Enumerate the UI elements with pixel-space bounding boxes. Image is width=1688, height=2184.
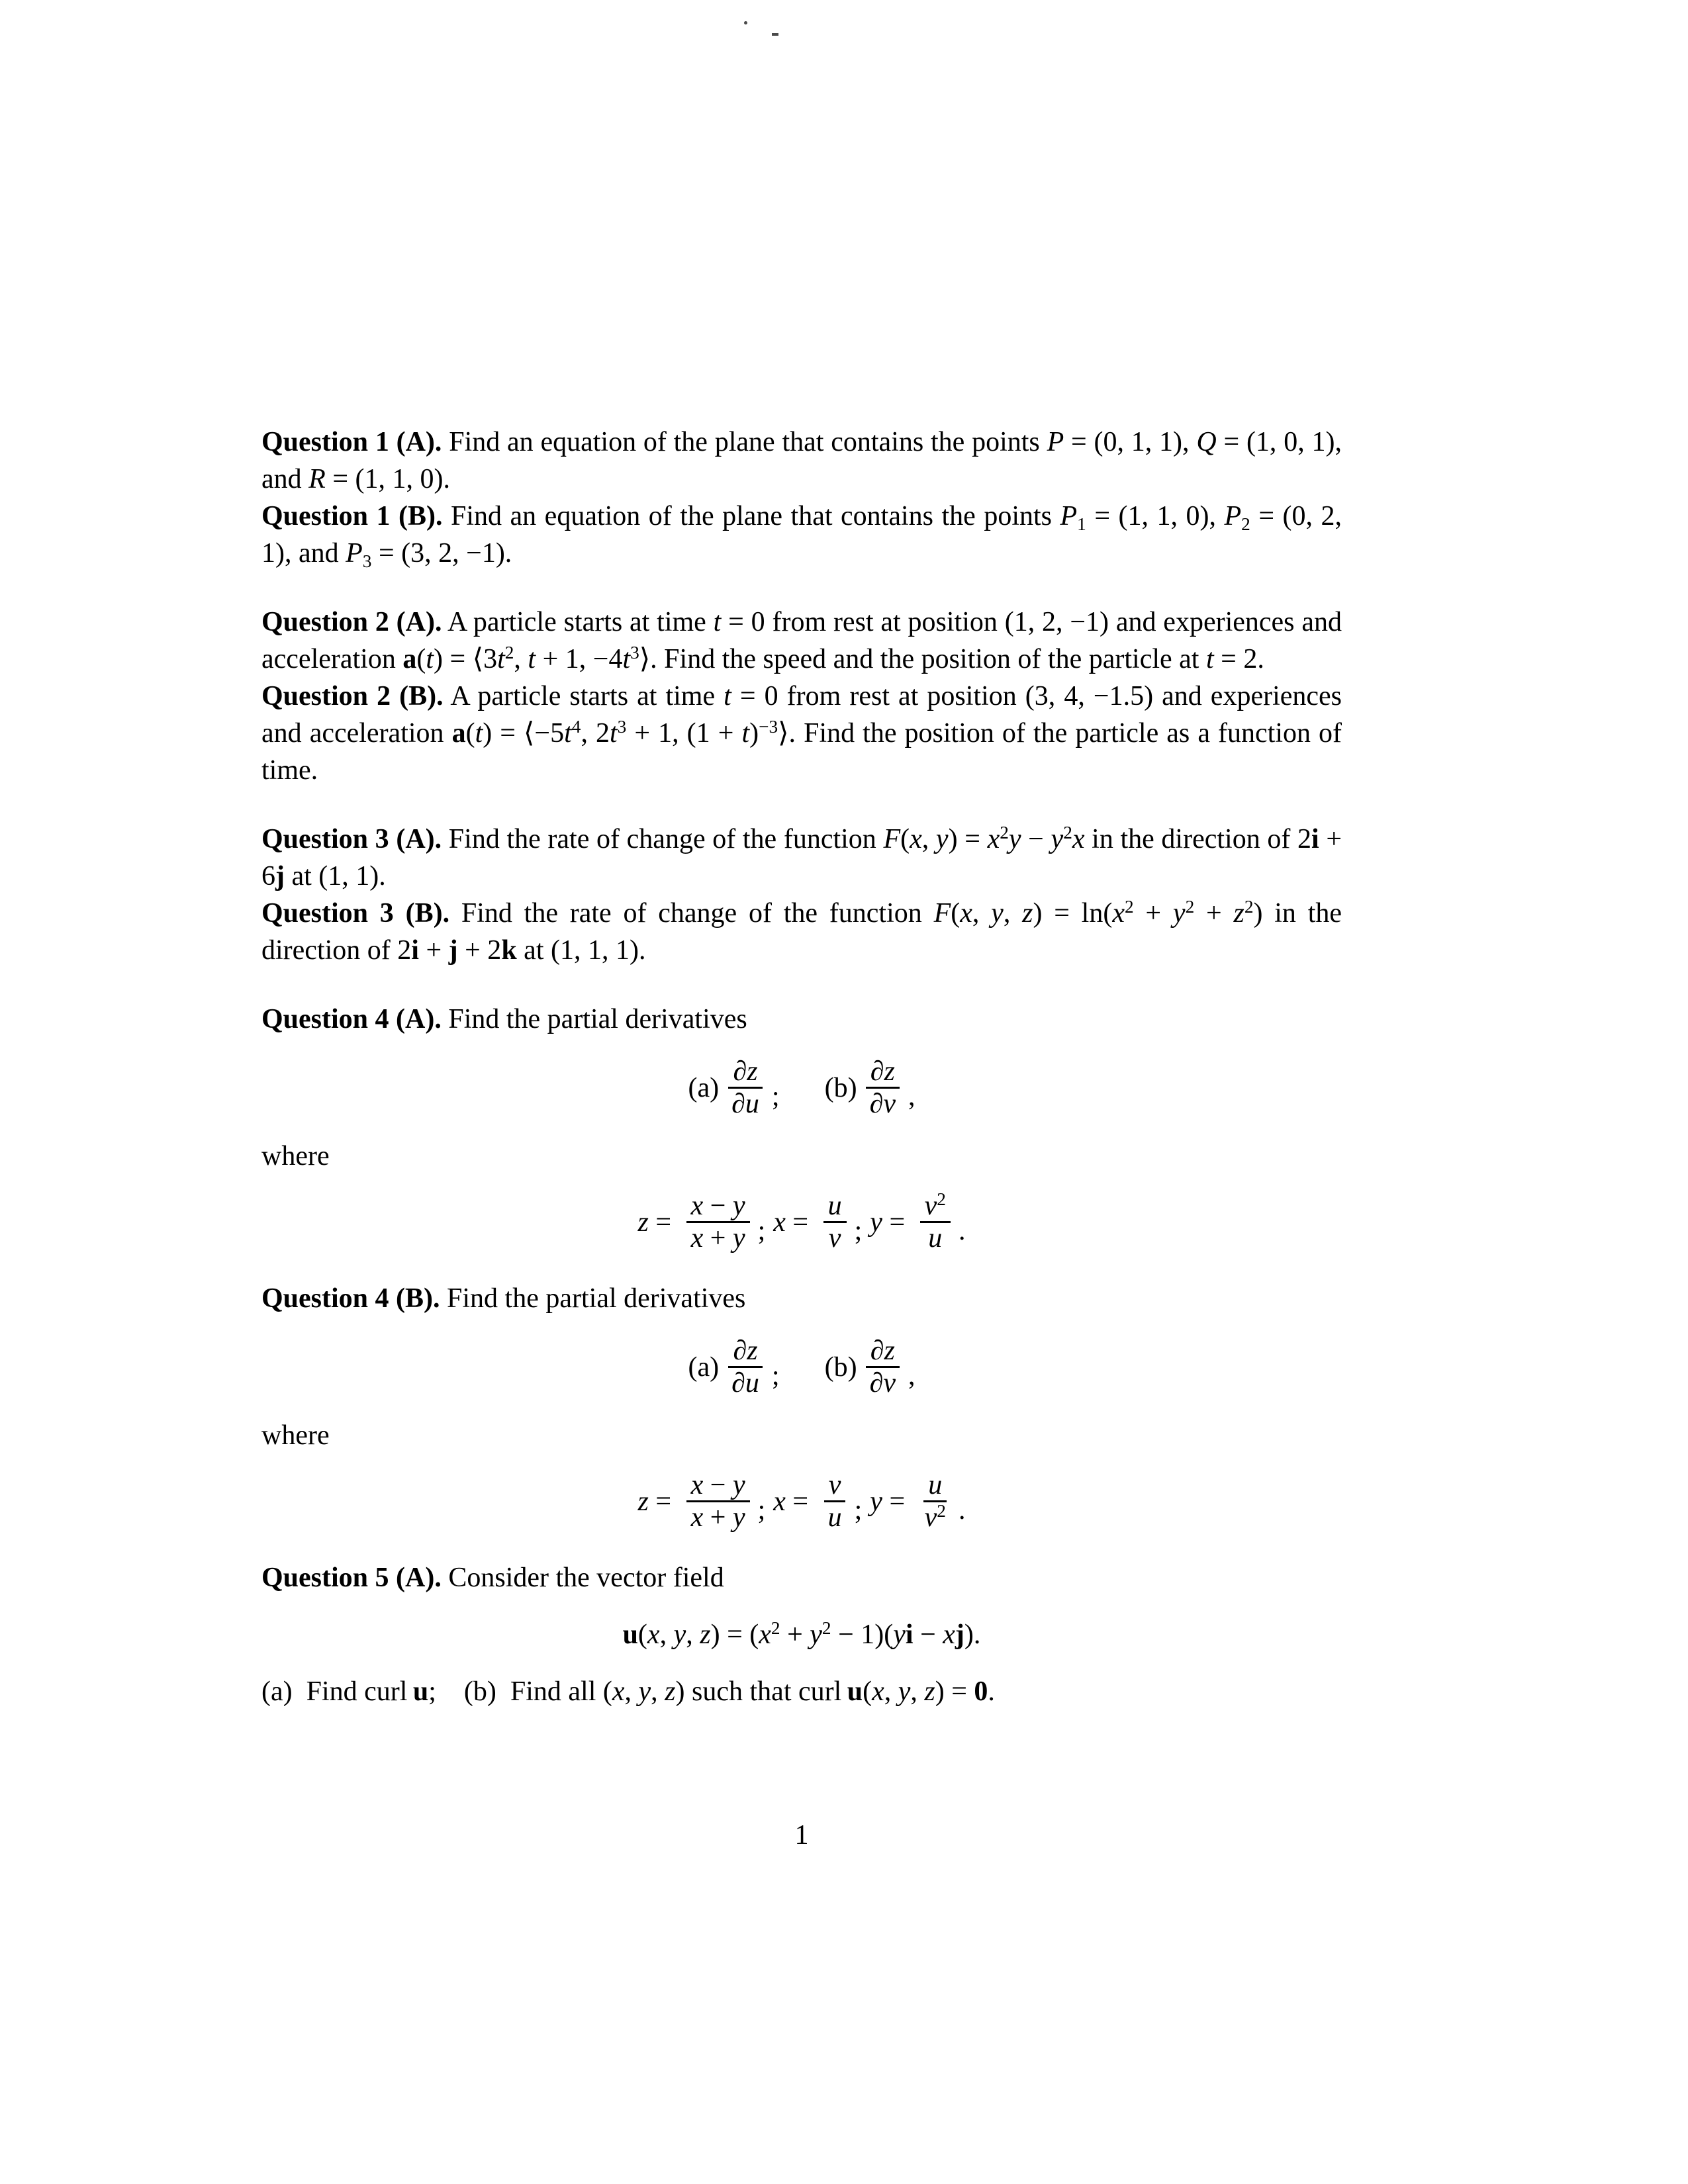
question-3-group: [261, 821, 1342, 969]
fraction-dz-du: $\frac{\partial z}{\partial u}$: [727, 1056, 764, 1119]
question-4b-partials-display: [261, 1336, 1342, 1398]
separator: ;: [757, 1215, 766, 1246]
question-4a-equation-display: [261, 1191, 1342, 1253]
question-5-items-line: (a) Find curl u; (b) Find all (x, y, z) such that curl u(x, y, z) = 0.: [261, 1676, 995, 1707]
where-label: where: [261, 1141, 330, 1171]
question-5-group: [261, 1559, 1342, 1710]
x-equals: x =: [773, 1486, 816, 1517]
separator: ;: [771, 1360, 780, 1391]
item-a-label: (a): [688, 1351, 720, 1383]
question-3a-paragraph: Question 3 (A). Find the rate of change of the function F(x, $y) = x^2y - y^2x$ in the direction of 2i + 6j at (1, 1).: [261, 823, 1342, 891]
question-5a-header: Question 5 (A). Consider the vector field: [261, 1563, 724, 1593]
question-4b-header: Question 4 (B). Find the partial derivatives: [261, 1283, 746, 1314]
text-block: [261, 424, 1342, 1710]
x-equals: x =: [773, 1206, 816, 1238]
fraction-dz-du: $\frac{\partial z}{\partial u}$: [727, 1336, 764, 1398]
y-equals: y =: [870, 1486, 912, 1517]
comma: ,: [908, 1081, 915, 1112]
item-b-label: (b): [824, 1351, 857, 1383]
fraction-dz-dv: $\frac{\partial z}{\partial v}$: [865, 1056, 900, 1119]
fraction-dz-dv: $\frac{\partial z}{\partial v}$: [865, 1336, 900, 1398]
scan-artifact-dash: [772, 33, 778, 36]
question-4a-header: Question 4 (A). Find the partial derivatives: [261, 1004, 747, 1034]
comma: ,: [908, 1360, 915, 1391]
scan-artifact-dot: [744, 21, 747, 24]
question-1a-paragraph: Question 1 (A). Find an equation of the plane that contains the points P = (0, 1, 1), Q = (1, 0, 1), and R = (1, 1, 0).: [261, 427, 1342, 494]
page-number: 1: [794, 1820, 809, 1850]
question-2-group: [261, 604, 1342, 789]
question-2a-paragraph: Question 2 (A). A particle starts at time t = 0 from rest at position (1, 2, −1) and experiences and acceleration $a(t) = ⟨3t^2$, t + 1, $-4t^3⟩$. Find the speed and the position of the particle at t = 2.: [261, 607, 1342, 674]
question-4b-group: [261, 1280, 1342, 1533]
period: .: [958, 1494, 966, 1525]
separator: ;: [757, 1494, 766, 1525]
z-equals: z =: [637, 1486, 679, 1517]
fraction-xy: $\frac{x - y}{x + y}$: [686, 1191, 750, 1253]
question-1b-paragraph: Question 1 (B). Find an equation of the plane that contains the points P1 = (1, 1, 0), P2 = (0, 2, 1), and P3 = (3, 2, −1).: [261, 501, 1342, 571]
question-2b-paragraph: Question 2 (B). A particle starts at time t = 0 from rest at position (3, 4, −1.5) and experiences and acceleration $a(t) = ⟨-5t^4$, $2t^3 + 1$, $(1 + t)^{-3}⟩$. Find the position of the particle as a function of time.: [261, 681, 1342, 786]
question-1-group: [261, 424, 1342, 572]
question-4a-partials-display: [261, 1056, 1342, 1119]
y-equals: y =: [870, 1206, 912, 1238]
fraction-uv: $\frac{u}{v}$: [823, 1191, 847, 1253]
fraction-vu: $\frac{v}{u}$: [823, 1470, 847, 1533]
item-a-label: (a): [688, 1072, 720, 1103]
question-3b-paragraph: Question 3 (B). Find the rate of change of the function F(x, y, $z) = \ln(x^2 + y^2 + z^2)$ in the direction of 2i + j + 2k at (1, 1, 1).: [261, 897, 1342, 966]
question-4b-equation-display: [261, 1470, 1342, 1533]
separator: ;: [854, 1215, 863, 1246]
fraction-xy: $\frac{x - y}{x + y}$: [686, 1470, 750, 1533]
question-4a-group: [261, 1001, 1342, 1253]
fraction-uv2: $\frac{u}{v^2}$: [924, 1470, 946, 1533]
question-5-vector-field-display: u(x, y, $z) = (x^2 + y^2 - 1)(yi - xj)$.: [622, 1618, 981, 1650]
separator: ;: [771, 1081, 780, 1112]
period: .: [958, 1215, 966, 1246]
where-label: where: [261, 1420, 330, 1451]
fraction-v2u: $\frac{v^2}{u}$: [920, 1191, 951, 1253]
separator: ;: [854, 1494, 863, 1525]
item-b-label: (b): [824, 1072, 857, 1103]
z-equals: z =: [637, 1206, 679, 1238]
